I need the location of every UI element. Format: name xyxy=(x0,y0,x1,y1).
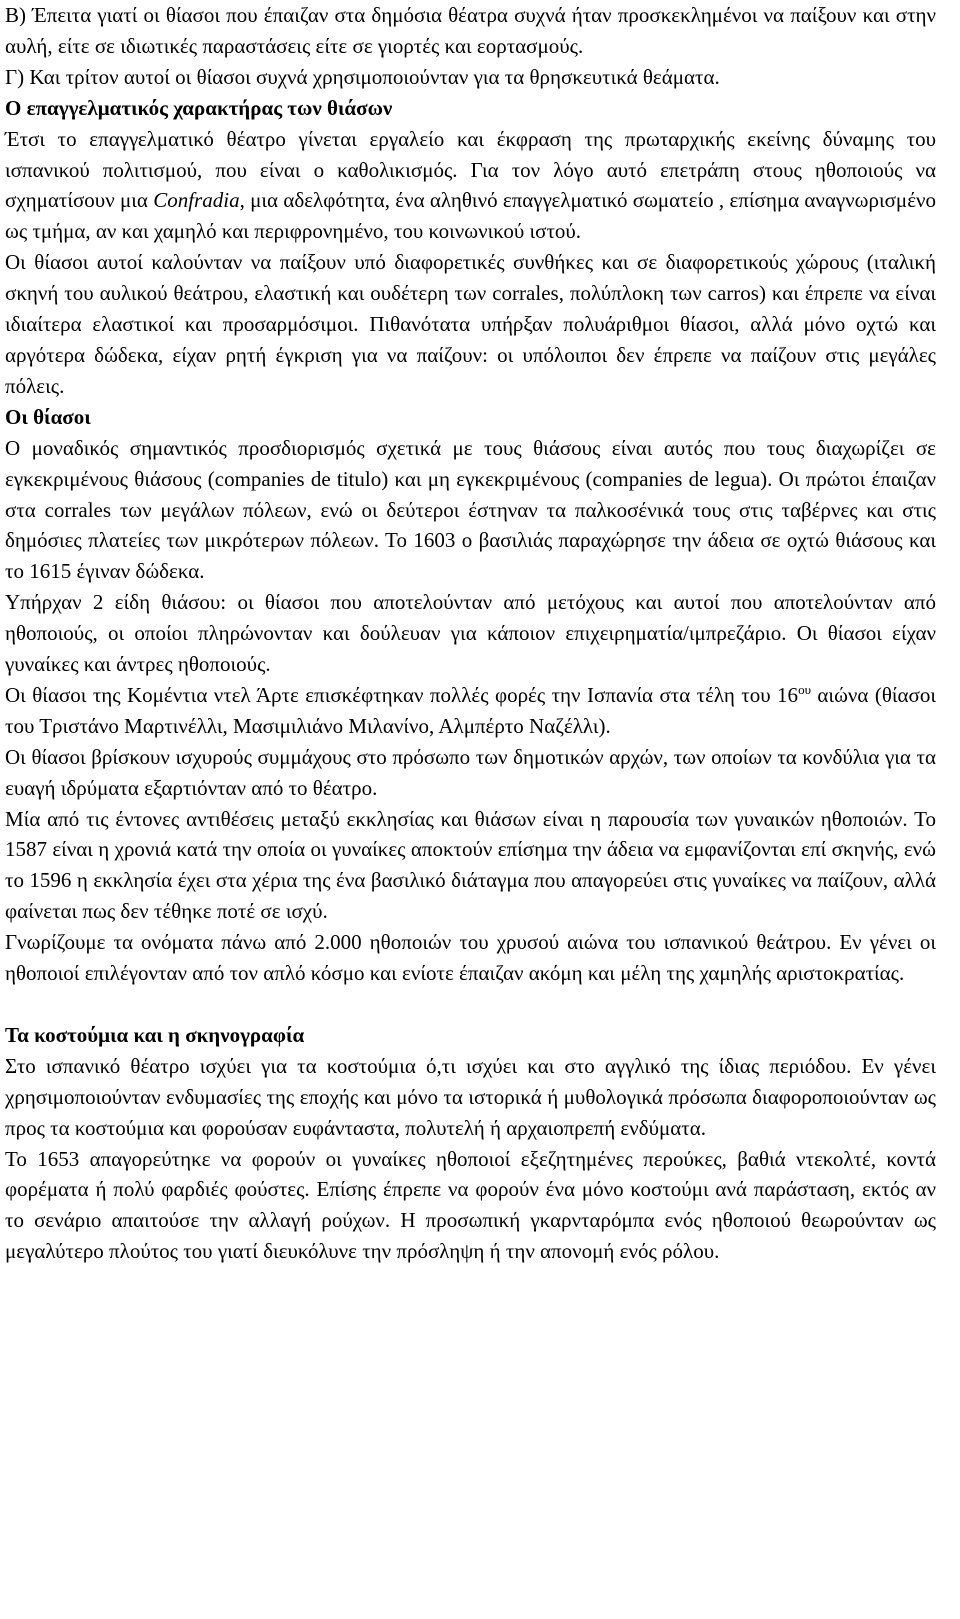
paragraph-women-actors: Μία από τις έντονες αντιθέσεις μεταξύ εκκλησίας και θιάσων είναι η παρουσία των γυναικών ηθοποιών. Το 1587 είναι η χρονιά κατά την οποία οι γυναίκες αποκτούν επίσημα την άδεια να εμφανίζονται επί σκηνής, ενώ το 1596 η εκκλησία έχει στα χέρια της ένα βασιλικό διάταγμα που απαγορεύει στις γυναίκες να παίζουν, αλλά φαίνεται πως δεν τέθηκε ποτέ σε ισχύ. xyxy=(5,806,936,924)
heading-professional-character: Ο επαγγελματικός χαρακτήρας των θιάσων xyxy=(5,95,393,120)
paragraph-professional-theatre-text-b: , μια αδελφότητα, ένα αληθινό επαγγελματικό σωματείο , επίσημα αναγνωρισμένο ως τμήμα, αν και χαμηλό και περιφρονημένο, του κοινωνικού ιστού. xyxy=(5,188,937,244)
paragraph-troupe-conditions: Οι θίασοι αυτοί καλούνταν να παίξουν υπό διαφορετικές συνθήκες και σε διαφορετικούς χώρους (ιταλική σκηνή του αυλικού θεάτρου, ελαστική και ουδέτερη των corrales, πολύπλοκη των carros) και έπρεπε να είναι ιδιαίτερα ελαστικοί και προσαρμόσιμοι. Πιθανότατα υπήρξαν πολυάριθμοι θίασοι, αλλά μόνο οχτώ και αργότερα δώδεκα, είχαν ρητή έγκριση για να παίζουν: οι υπόλοιποι δεν έπρεπε να παίζουν στις μεγάλες πόλεις. xyxy=(5,250,936,398)
paragraph-municipal-allies: Οι θίασοι βρίσκουν ισχυρούς συμμάχους στο πρόσωπο των δημοτικών αρχών, των οποίων τα κονδύλια για τα ευαγή ιδρύματα εξαρτιόνταν από το θέατρο. xyxy=(5,744,936,800)
paragraph-troupe-types: Υπήρχαν 2 είδη θιάσου: οι θίασοι που αποτελούνταν από μετόχους και αυτοί που αποτελούνταν από ηθοποιούς, οι οποίοι πληρώνονταν και δούλευαν για κάποιον επιχειρηματία/ιμπρεζάριο. Οι θίασοι είχαν γυναίκες και άντρες ηθοποιούς. xyxy=(5,590,936,677)
paragraph-professional-theatre xyxy=(5,124,936,248)
ordinal-superscript: ου xyxy=(798,681,811,697)
paragraph-costume-restrictions: Το 1653 απαγορεύτηκε να φορούν οι γυναίκες ηθοποιοί εξεζητημένες περούκες, βαθιά ντεκολτέ, κοντά φορέματα ή πολύ φαρδιές φούστες. Επίσης έπρεπε να φορούν ένα μόνο κοστούμι ανά παράσταση, εκτός αν το σενάριο απαιτούσε την αλλαγή ρούχων. Η προσωπική γκαρνταρόμπα ενός ηθοποιού θεωρούνταν ως μεγαλύτερο πλούτος του γιατί διευκόλυνε την πρόσληψη ή την απονομή ενός ρόλου. xyxy=(5,1146,936,1264)
confradia-term: Confradia xyxy=(153,188,240,213)
blank-line xyxy=(5,989,936,1020)
paragraph-actor-names: Γνωρίζουμε τα ονόματα πάνω από 2.000 ηθοποιών του χρυσού αιώνα του ισπανικού θεάτρου. Εν γένει οι ηθοποιοί επιλέγονταν από τον απλό κόσμο και ενίοτε έπαιζαν ακόμη και μέλη της χαμηλής αριστοκρατίας. xyxy=(5,930,936,986)
heading-costumes-scenography: Τα κοστούμια και η σκηνογραφία xyxy=(5,1022,305,1047)
paragraph-troupe-classification: Ο μοναδικός σημαντικός προσδιορισμός σχετικά με τους θιάσους είναι αυτός που τους διαχωρίζει σε εγκεκριμένους θιάσους (companies de titulo) και μη εγκεκριμένους (companies de legua). Οι πρώτοι έπαιζαν στα corrales των μεγάλων πόλεων, ενώ οι δεύτεροι έστηναν τα παλκοσένικά τους στις ταβέρνες και στις δημόσιες πλατείες των μικρότερων πόλεων. Το 1603 ο βασιλιάς παραχώρησε την άδεια σε οχτώ θιάσους και το 1615 έγιναν δώδεκα. xyxy=(5,435,936,584)
paragraph-costumes: Στο ισπανικό θέατρο ισχύει για τα κοστούμια ό,τι ισχύει και στο αγγλικό της ίδιας περιόδου. Εν γένει χρησιμοποιούνταν ενδυμασίες της εποχής και μόνο τα ιστορικά ή μυθολογικά πρόσωπα διαφοροποιούνταν ως προς τα κοστούμια και φορούσαν ευφάνταστα, πολυτελή ή αρχαιοπρεπή ενδύματα. xyxy=(5,1053,936,1140)
heading-troupes: Οι θίασοι xyxy=(5,404,91,429)
paragraph-commedia-text-a: Οι θίασοι της Κομέντια ντελ Άρτε επισκέφτηκαν πολλές φορές την Ισπανία στα τέλη του 16 xyxy=(5,682,799,707)
paragraph-commedia-dellarte xyxy=(5,680,936,742)
paragraph-professional-theatre-text-a: Έτσι το επαγγελματικό θέατρο γίνεται εργαλείο και έκφραση της πρωταρχικής εκείνης δύναμης του ισπανικού πολιτισμού, που είναι ο καθολικισμός. Για τον λόγο αυτό επετράπη στους ηθοποιούς να σχηματίσουν μια xyxy=(5,126,936,213)
paragraph-c: Γ) Και τρίτον αυτοί οι θίασοι συχνά χρησιμοποιούνταν για τα θρησκευτικά θεάματα. xyxy=(5,64,720,89)
paragraph-commedia-text-b: αιώνα (θίασοι του Τριστάνο Μαρτινέλλι, Μασιμιλιάνο Μιλανίνο, Αλμπέρτο Ναζέλλι). xyxy=(5,682,936,738)
paragraph-b: Β) Έπειτα γιατί οι θίασοι που έπαιζαν στα δημόσια θέατρα συχνά ήταν προσκεκλημένοι να παίξουν και στην αυλή, είτε σε ιδιωτικές παραστάσεις είτε σε γιορτές και εορτασμούς. xyxy=(5,3,936,58)
